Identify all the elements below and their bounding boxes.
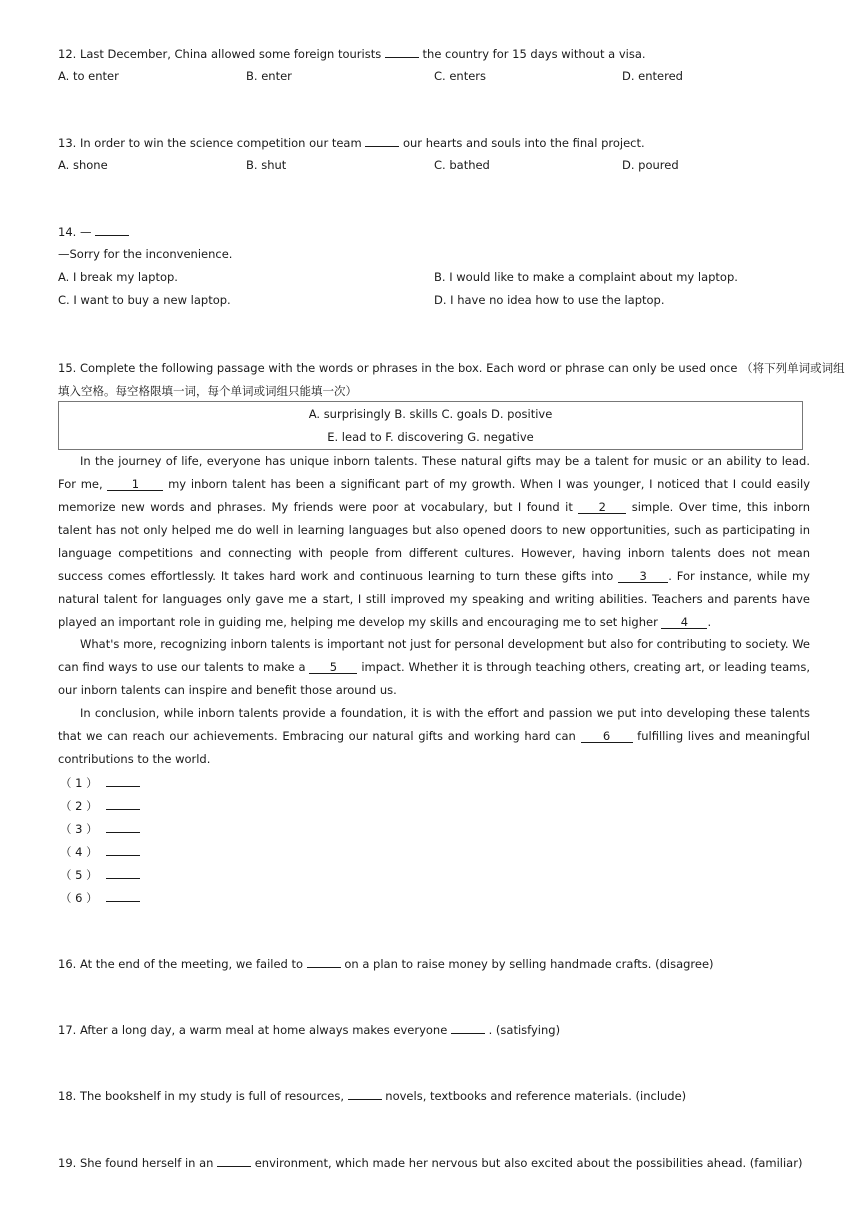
question-15-instruction: 15. Complete the following passage with the words or phrases in the box. Each word or phrase can only be used once （将下列单词或词组 (58, 361, 845, 375)
passage-blank-4[interactable]: 4 (661, 616, 707, 629)
option-b[interactable]: B. enter (246, 69, 292, 83)
answer-line-6: （ 6 ） (60, 890, 140, 906)
passage-paragraph-2: What's more, recognizing inborn talents is important not just for personal development but also for contributing to society. We can find ways to use our talents to make a 5 impact. Whether it is through teaching others, creating art, or leading teams, our inborn talents can inspire and benefit those around us. (58, 637, 811, 697)
passage-paragraph-3: In conclusion, while inborn talents provide a foundation, it is with the effort and passion we put into developing these talents that we can reach our achievements. Embracing our natural gifts and working hard can 6 fulfilling lives and meaningful contributions to the world. (58, 706, 810, 766)
question-13: 13. In order to win the science competition our team our hearts and souls into the final project. (58, 136, 645, 150)
answer-blank[interactable] (451, 1022, 485, 1034)
question-12: 12. Last December, China allowed some foreign tourists the country for 15 days without a visa. (58, 47, 646, 61)
question-16: 16. At the end of the meeting, we failed to on a plan to raise money by selling handmade crafts. (disagree) (58, 957, 714, 971)
answer-line-4: （ 4 ） (60, 844, 140, 860)
option-c[interactable]: C. I want to buy a new laptop. (58, 293, 231, 307)
passage-blank-3[interactable]: 3 (618, 570, 668, 583)
option-d[interactable]: D. I have no idea how to use the laptop. (434, 293, 665, 307)
option-d[interactable]: D. poured (622, 158, 679, 172)
answer-blank[interactable] (365, 135, 399, 147)
word-box-line-1: A. surprisingly B. skills C. goals D. positive (308, 407, 553, 421)
answer-blank[interactable] (106, 798, 140, 810)
passage-blank-2[interactable]: 2 (578, 501, 626, 514)
passage-blank-5[interactable]: 5 (309, 661, 357, 674)
word-box-line-2: E. lead to F. discovering G. negative (327, 430, 534, 444)
option-d[interactable]: D. entered (622, 69, 683, 83)
passage-blank-6[interactable]: 6 (581, 730, 633, 743)
passage-paragraph-1: In the journey of life, everyone has unique inborn talents. These natural gifts may be a talent for music or an ability to lead. For me, 1 my inborn talent has been a significant part of my growth. When I was younger, I noticed that I could easily memorize new words and phrases. My friends were poor at vocabulary, but I found it 2 simple. Over time, this inborn talent has not only helped me do well in learning languages but also opened doors to new opportunities, such as participating in language competitions and connecting with people from different cultures. However, having inborn talents does not mean success comes effortlessly. It takes hard work and continuous learning to turn these gifts into 3 . For instance, while my natural talent for languages only gave me a start, I still improved my speaking and writing abilities. Teachers and parents have played an important role in guiding me, helping me develop my skills and encouraging me to set higher 4 . (58, 454, 810, 629)
answer-blank[interactable] (106, 890, 140, 902)
question-14: 14. — (58, 224, 129, 239)
question-17: 17. After a long day, a warm meal at home always makes everyone . (satisfying) (58, 1023, 561, 1037)
question-19: 19. She found herself in an environment, which made her nervous but also excited about the possibilities ahead. (familiar) (58, 1156, 803, 1170)
answer-blank[interactable] (106, 844, 140, 856)
answer-line-5: （ 5 ） (60, 867, 140, 883)
option-a[interactable]: A. to enter (58, 69, 119, 83)
answer-blank[interactable] (307, 956, 341, 968)
option-b[interactable]: B. shut (246, 158, 287, 172)
answer-blank[interactable] (348, 1088, 382, 1100)
option-a[interactable]: A. I break my laptop. (58, 270, 178, 284)
word-box (58, 401, 803, 450)
answer-line-2: （ 2 ） (60, 798, 140, 814)
answer-blank[interactable] (95, 224, 129, 236)
question-15-instruction-cont: 填入空格。每空格限填一词，每个单词或词组只能填一次） (58, 384, 357, 398)
option-c[interactable]: C. enters (434, 69, 487, 83)
answer-line-1: （ 1 ） (60, 775, 140, 791)
answer-blank[interactable] (217, 1155, 251, 1167)
dialogue-reply: —Sorry for the inconvenience. (58, 247, 233, 261)
answer-blank[interactable] (385, 46, 419, 58)
option-a[interactable]: A. shone (58, 158, 108, 172)
answer-line-3: （ 3 ） (60, 821, 140, 837)
passage-blank-1[interactable]: 1 (107, 478, 163, 491)
question-18: 18. The bookshelf in my study is full of resources, novels, textbooks and reference materials. (include) (58, 1089, 687, 1103)
answer-blank[interactable] (106, 775, 140, 787)
option-b[interactable]: B. I would like to make a complaint about my laptop. (434, 270, 738, 284)
option-c[interactable]: C. bathed (434, 158, 490, 172)
answer-blank[interactable] (106, 867, 140, 879)
answer-blank[interactable] (106, 821, 140, 833)
